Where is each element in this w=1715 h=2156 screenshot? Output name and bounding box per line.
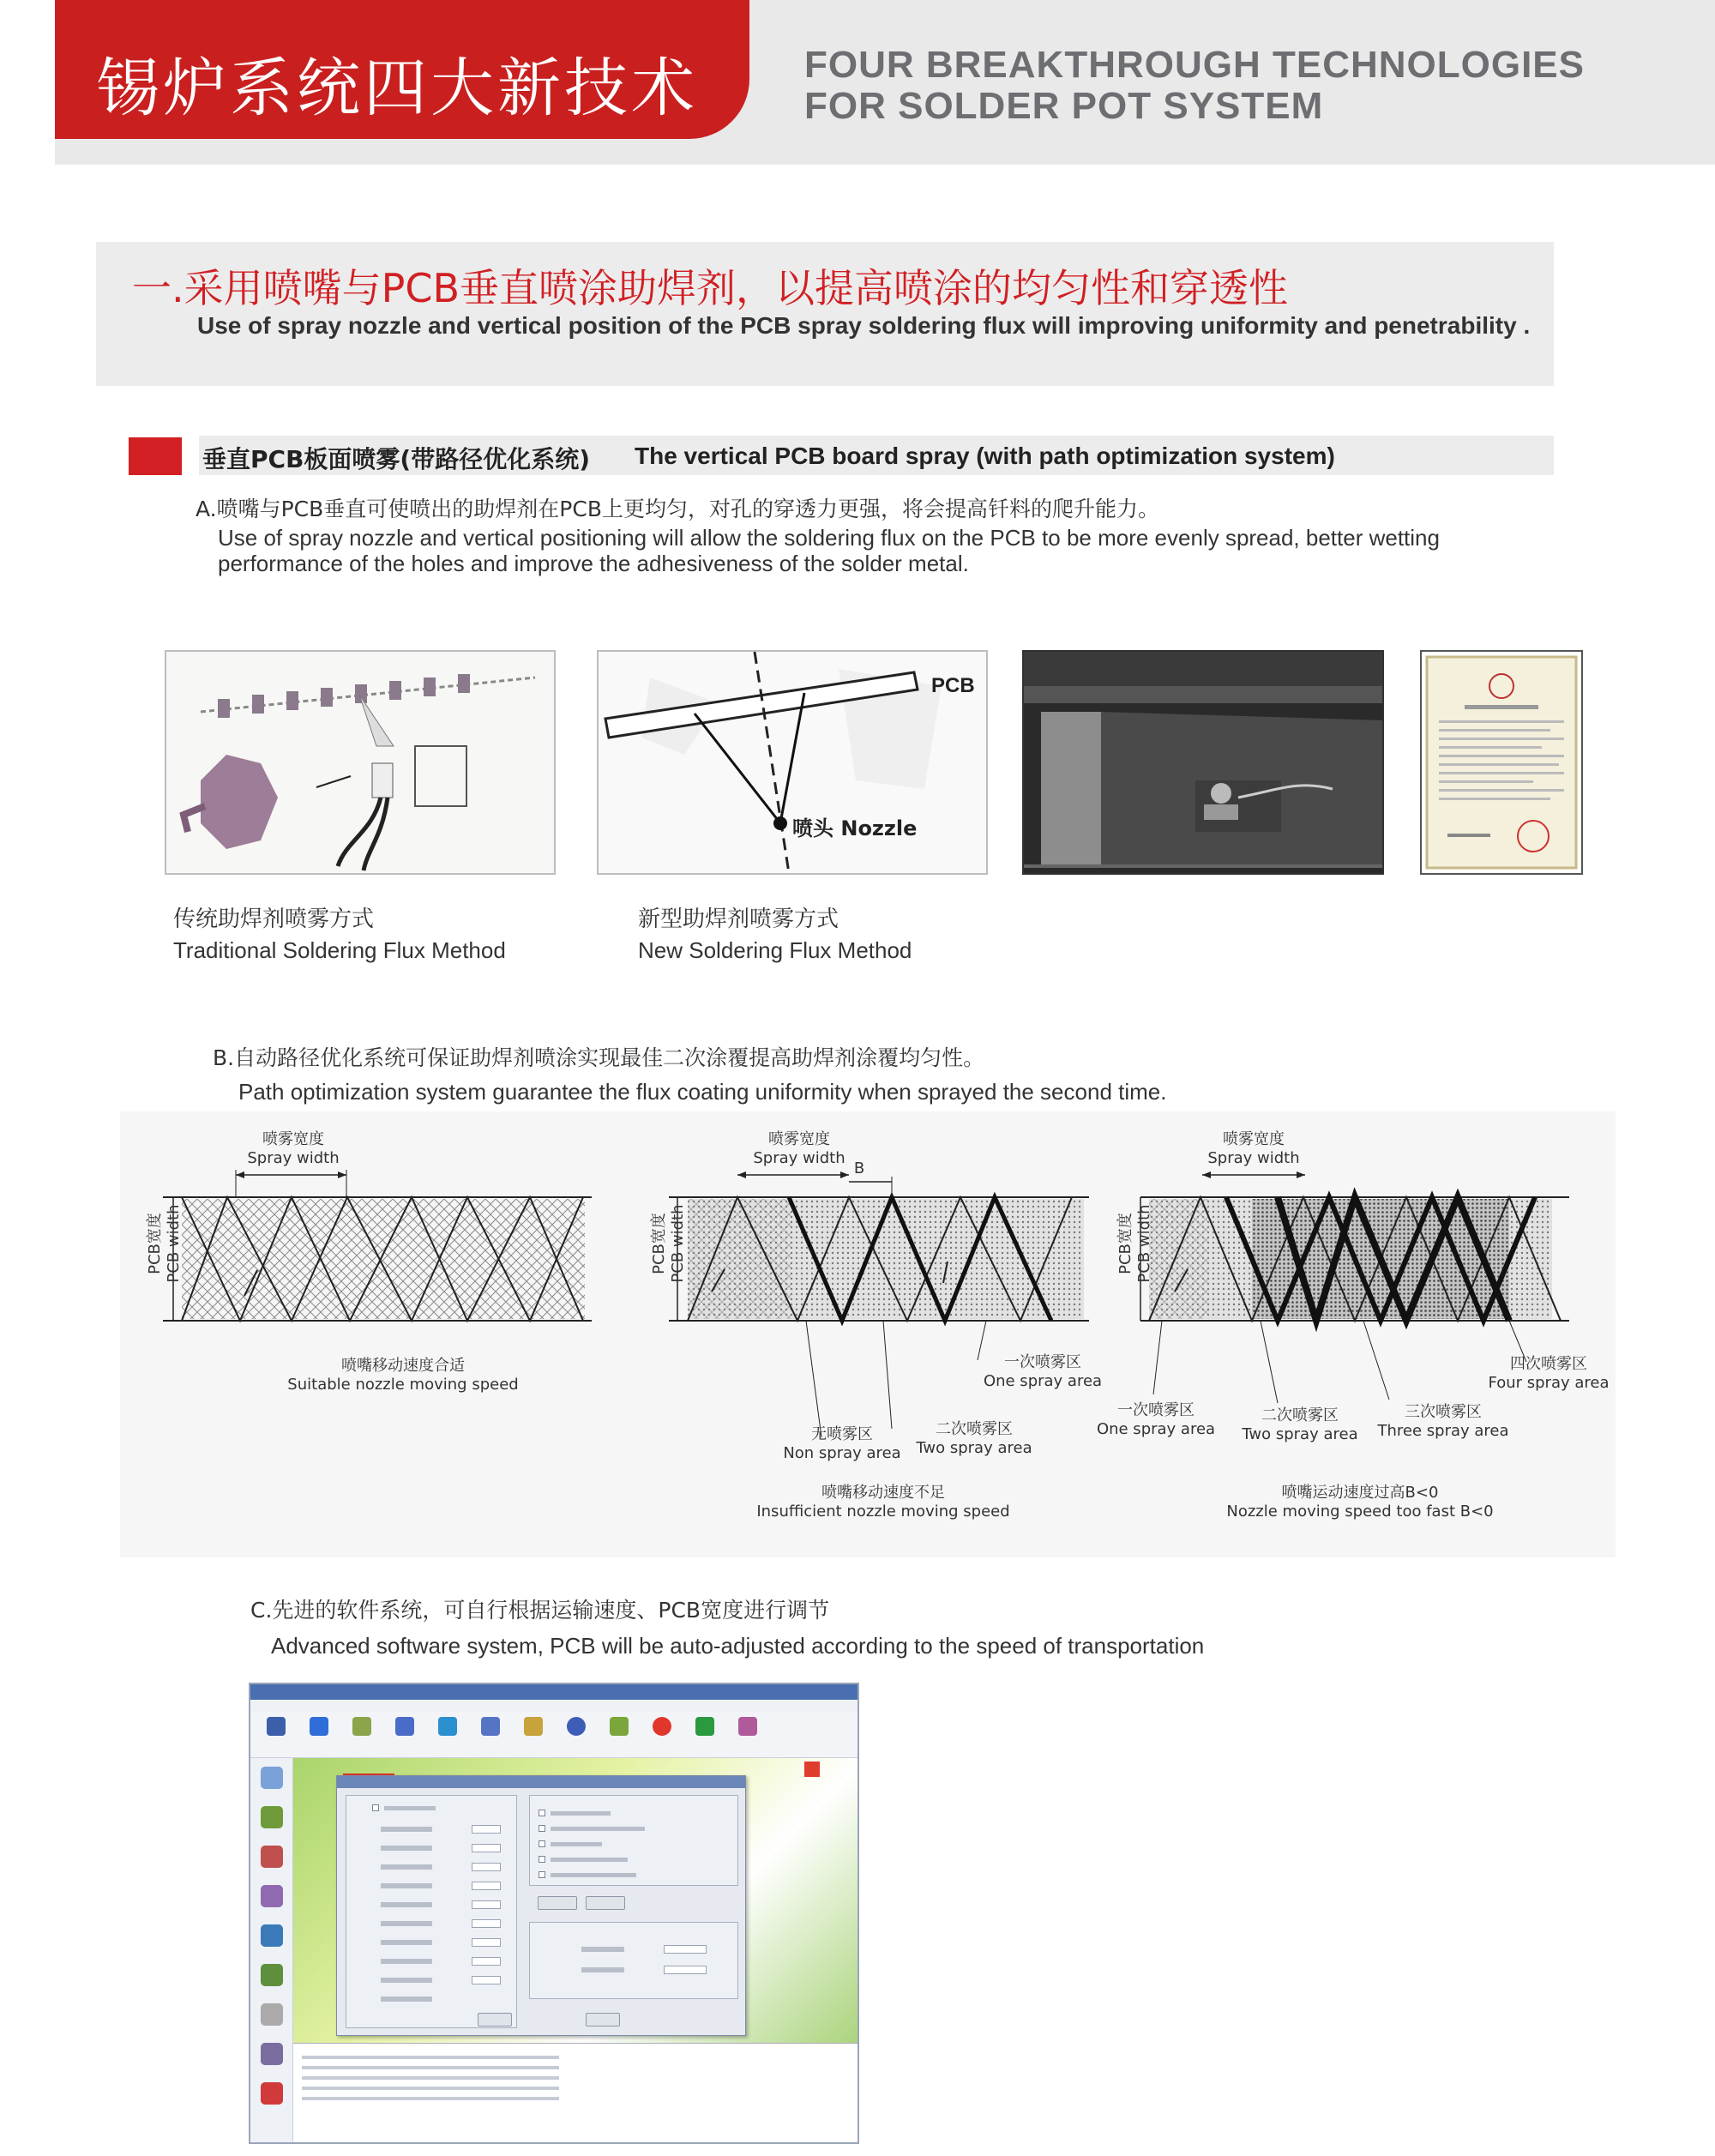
d1-spray-width-cn: 喷雾宽度: [262, 1130, 324, 1148]
solder-icon: [481, 1717, 500, 1736]
d3-spray-width-label: [1185, 1130, 1322, 1168]
traditional-method-caption: [173, 904, 506, 966]
d3-two-spray-en: Two spray area: [1242, 1425, 1358, 1443]
point-b-en: Path optimization system guarantee the flux coating uniformity when sprayed the second time.: [238, 1079, 1167, 1105]
d3-spray-width-cn: 喷雾宽度: [1223, 1130, 1285, 1148]
chart-icon: [524, 1717, 543, 1736]
field-row: [381, 1976, 509, 1984]
dialog-cancel-button: [586, 2013, 620, 2027]
pcb-label: PCB: [931, 674, 975, 697]
d3-caption-cn: 喷嘴运动速度过高B<0: [1281, 1484, 1439, 1502]
traditional-method-illustration: [166, 652, 554, 873]
machine-interior-image: [1024, 652, 1384, 875]
tool-icon: [610, 1717, 629, 1736]
d3-pcb-width-cn: PCB宽度: [1116, 1213, 1134, 1274]
traditional-caption-en: Traditional Soldering Flux Method: [173, 937, 506, 963]
checkbox-label: [384, 1806, 436, 1810]
side-icon: [261, 2003, 283, 2026]
d2-non-spray-cn: 无喷雾区: [811, 1425, 873, 1443]
header-title-en: [804, 45, 1585, 127]
d2-non-spray-label: [773, 1425, 911, 1463]
d1-caption: [249, 1357, 557, 1394]
d1-caption-en: Suitable nozzle moving speed: [287, 1376, 519, 1394]
d3-three-spray-label: [1370, 1403, 1516, 1441]
software-toolbar: [250, 1712, 858, 1758]
dialog-button: [538, 1896, 577, 1910]
dialog-left-panel: [346, 1795, 517, 2028]
d2-pcb-width-en: PCB width: [669, 1204, 687, 1283]
section1-banner: [96, 242, 1554, 386]
d3-two-spray-label: [1231, 1406, 1369, 1444]
dialog-ok-button: [478, 2013, 512, 2027]
toolbar-item: [643, 1715, 681, 1755]
dialog-title-bar: [337, 1776, 745, 1788]
side-icon: [261, 1924, 283, 1947]
d2-two-spray-cn: 二次喷雾区: [936, 1420, 1013, 1438]
subsection-title-en: The vertical PCB board spray (with path optimization system): [635, 443, 1335, 469]
clock-icon: [567, 1717, 586, 1736]
side-icon: [261, 1964, 283, 1986]
new-caption-en: New Soldering Flux Method: [638, 937, 912, 963]
d3-caption: [1206, 1484, 1514, 1521]
d2-spray-width-cn: 喷雾宽度: [768, 1130, 830, 1148]
software-sidebar: [250, 1758, 293, 2144]
d3-two-spray-cn: 二次喷雾区: [1261, 1406, 1339, 1424]
header-title-en-line1: FOUR BREAKTHROUGH TECHNOLOGIES: [804, 44, 1585, 86]
toolbar-item: [386, 1715, 424, 1755]
d2-caption-en: Insufficient nozzle moving speed: [756, 1503, 1010, 1521]
field-row: [381, 1863, 509, 1871]
field-row: [381, 1957, 509, 1966]
software-title-bar: [250, 1684, 858, 1700]
new-method-figure: [597, 650, 988, 875]
header-title-en-line2: FOR SOLDER POT SYSTEM: [804, 85, 1324, 127]
d2-one-spray-label: [974, 1353, 1111, 1391]
d2-pcb-width-label: [650, 1175, 688, 1312]
toolbar-item: [472, 1715, 509, 1755]
d3-four-spray-en: Four spray area: [1488, 1374, 1610, 1392]
side-icon: [261, 2043, 283, 2065]
dialog-right-panel-top: [529, 1795, 738, 1886]
dialog-button: [586, 1896, 625, 1910]
dialog-right-panel-bottom: [529, 1922, 738, 1999]
d2-two-spray-label: [906, 1420, 1043, 1458]
machine-photo: [1022, 650, 1384, 875]
patent-certificate: [1420, 650, 1583, 875]
point-c-en: Advanced software system, PCB will be auto-adjusted according to the speed of transportation: [271, 1633, 1205, 1659]
toolbar-item: [686, 1715, 724, 1755]
subsection-title-cn: 垂直PCB板面喷雾(带路径优化系统): [202, 445, 591, 473]
d2-spray-width-en: Spray width: [753, 1149, 845, 1167]
traditional-caption-cn: 传统助焊剂喷雾方式: [173, 906, 375, 932]
save-icon: [267, 1717, 286, 1736]
toolbar-item: [257, 1715, 295, 1755]
d2-spray-width-label: [731, 1130, 868, 1168]
new-caption-cn: 新型助焊剂喷雾方式: [638, 906, 839, 932]
d2-one-spray-cn: 一次喷雾区: [1004, 1353, 1081, 1371]
d3-pcb-width-en: PCB width: [1135, 1204, 1153, 1283]
d2-b-label: B: [853, 1159, 865, 1177]
exit-icon: [738, 1717, 757, 1736]
point-a-en: Use of spray nozzle and vertical positioning will allow the soldering flux on the PCB to be more evenly spread, better wetting performance of the holes and improve the adhesiveness of the solder metal.: [218, 525, 1440, 576]
toolbar-item: [300, 1715, 338, 1755]
software-screenshot: [249, 1683, 859, 2144]
field-row: [381, 1919, 509, 1928]
field-row: [381, 1844, 509, 1852]
d2-caption-cn: 喷嘴移动速度不足: [821, 1484, 945, 1502]
d3-four-spray-label: [1478, 1355, 1619, 1393]
header-title-cn: 锡炉系统四大新技术: [96, 51, 698, 125]
toolbar-item: [514, 1715, 552, 1755]
diagram-insufficient-speed: [669, 1171, 1089, 1437]
field-row: [381, 1900, 509, 1909]
side-icon: [261, 1767, 283, 1789]
diagram-suitable-speed: [163, 1170, 592, 1321]
field-row: [381, 1825, 509, 1834]
software-log-panel: [293, 2043, 859, 2144]
d3-one-spray-cn: 一次喷雾区: [1117, 1401, 1194, 1419]
conveyor-icon: [352, 1717, 371, 1736]
d3-pcb-width-label: [1116, 1175, 1154, 1312]
new-method-caption: [638, 904, 912, 966]
close-icon: [804, 1762, 820, 1777]
section1-title-en: Use of spray nozzle and vertical position of the PCB spray soldering flux will improving uniformity and penetrability .: [197, 312, 1531, 339]
d2-two-spray-en: Two spray area: [916, 1439, 1032, 1457]
d1-spray-width-label: [225, 1130, 362, 1168]
side-icon: [261, 1885, 283, 1907]
toolbar-item: [600, 1715, 638, 1755]
point-b-cn: B.自动路径优化系统可保证助焊剂喷涂实现最佳二次涂覆提高助焊剂涂覆均匀性。: [213, 1045, 985, 1070]
certificate-image: [1422, 652, 1581, 873]
point-a-cn: A.喷嘴与PCB垂直可使喷出的助焊剂在PCB上更均匀，对孔的穿透力更强，将会提高钎料的爬升能力。: [196, 497, 1159, 521]
traditional-method-figure: [165, 650, 556, 875]
spray-icon: [395, 1717, 414, 1736]
d1-pcb-width-en: PCB width: [165, 1204, 183, 1283]
d3-one-spray-label: [1087, 1401, 1225, 1439]
d1-pcb-width-cn: PCB宽度: [146, 1213, 164, 1274]
alarm-icon: [653, 1717, 671, 1736]
point-c-cn: C.先进的软件系统，可自行根据运输速度、PCB宽度进行调节: [250, 1598, 830, 1623]
field-row: [381, 1938, 509, 1947]
d3-caption-en: Nozzle moving speed too fast B<0: [1226, 1503, 1494, 1521]
preheat-icon: [438, 1717, 457, 1736]
toolbar-item: [729, 1715, 767, 1755]
d1-spray-width-en: Spray width: [247, 1149, 340, 1167]
settings-dialog: [336, 1775, 746, 2036]
d2-pcb-width-cn: PCB宽度: [650, 1213, 668, 1274]
d1-caption-cn: 喷嘴移动速度合适: [341, 1357, 465, 1375]
users-icon: [695, 1717, 714, 1736]
d3-three-spray-cn: 三次喷雾区: [1405, 1403, 1482, 1421]
d3-one-spray-en: One spray area: [1096, 1420, 1216, 1438]
d3-spray-width-en: Spray width: [1207, 1149, 1300, 1167]
toolbar-item: [429, 1715, 466, 1755]
subsection-bar: [199, 436, 1554, 475]
toolbar-item: [343, 1715, 381, 1755]
d2-caption: [729, 1484, 1038, 1521]
field-row: [381, 1882, 509, 1890]
d3-four-spray-cn: 四次喷雾区: [1510, 1355, 1587, 1373]
section1-title-cn: 一.采用喷嘴与PCB垂直喷涂助焊剂，以提高喷涂的均匀性和穿透性: [132, 265, 1289, 311]
nozzle-label: 喷头 Nozzle: [792, 816, 918, 840]
side-icon: [261, 1806, 283, 1828]
side-icon: [261, 2082, 283, 2105]
d3-three-spray-en: Three spray area: [1377, 1422, 1509, 1440]
d1-pcb-width-label: [146, 1175, 184, 1312]
disk-icon: [310, 1717, 328, 1736]
d2-non-spray-en: Non spray area: [783, 1444, 901, 1462]
toolbar-item: [557, 1715, 595, 1755]
checkbox: [372, 1804, 379, 1811]
software-menu-bar: [250, 1700, 858, 1712]
d2-one-spray-en: One spray area: [983, 1372, 1103, 1390]
side-icon: [261, 1846, 283, 1868]
field-row: [381, 1995, 509, 2003]
subsection-marker: [129, 437, 182, 475]
